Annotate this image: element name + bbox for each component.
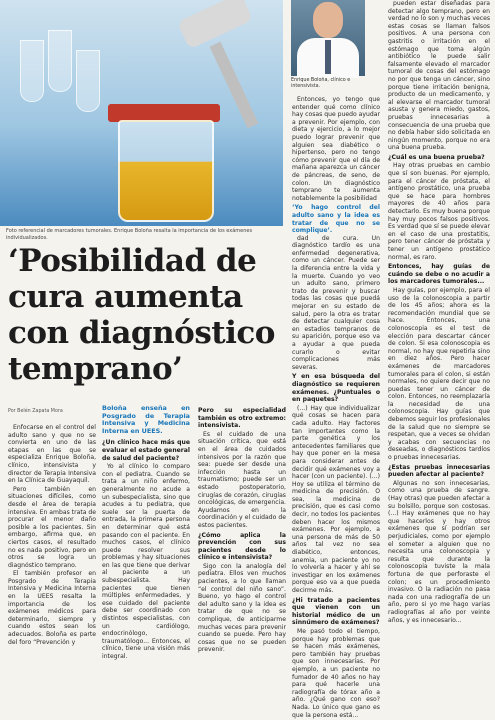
col5-paragraph: Algunas no son innecesarias, como una prueba de sangre. (Hay otras) que pueden afectar a su bolsillo, porque son costosas. (...) Hay exámenes que no hay que hacerlos y hay otros exámenes que sí podrían ser perjudiciales, como por ejemplo el someter a alguien que no necesita una colonoscopia y resulta que durante la colonoscopia tuviste la mala fortuna de que perforaste el colon; es un procedimiento invasivo. O la radiación no pasa nada con una radiografía de un año, pero si yo me hago varias radiografías al año por veinte años, y es innecesario... [388, 479, 490, 624]
column-2-subhead: Boloña enseña en Posgrado de Terapia Intensiva y Medicina Interna en UEES. [102, 404, 190, 435]
col4-paragraph: Me pasó todo el tiempo, porque hay problemas que se hacen más exámenes, pero también hay pruebas que son innecesarias. Por ejemplo, a un paciente no fumador de 40 años no hay para qué hacerle una radiografía de tórax año a año. ¿Qué gano con eso? Nada. Lo único que gano es que la persona está... [292, 627, 380, 719]
test-tube-image [76, 50, 100, 112]
col3-question: Pero su especialidad también es otro extremo: intensivista. [198, 407, 286, 430]
column-5 [388, 0, 490, 625]
col4-paragraph: Entonces, yo tengo que entender qué como clínico hay cosas que puedo ayudar a prevenir. Por ejemplo, con dieta y ejercicio, a lo mejor puedo lograr prevenir que alguien sea diabético o hipertenso, pero no tengo cómo prevenir que el día de mañana aparezca un cáncer de páncreas, de seno, de colon. Un diagnóstico temprano te aumenta notablemente la posibilidad [292, 96, 380, 202]
col3-question: ¿Cómo aplica la prevención con sus pacientes desde lo clínico e intensivista? [198, 531, 286, 562]
col5-paragraph: Hay otras pruebas en cambio que sí son buenas. Por ejemplo, para el cáncer de próstata, el antígeno prostático, una prueba que se hace para hombres mayores de 40 años para detectarlo. Es muy buena porque hay muy pocos falsos positivos. Es verdad que sí se puede elevar en el caso de una prostatitis, pero tener cáncer de próstata y tener un antígeno prostático normal, es raro. [388, 162, 490, 261]
test-tube-image [48, 30, 72, 92]
col3-paragraph: Es el cuidado de una situación crítica, que está en el área de cuidados intensivos por la razón que sea: puede ser desde una infección hasta un traumatismo; puede ser un estado postoperatorio, cirugías de corazón, cirugías oncológicas, de emergencia. Ayudamos en la coordinación y el cuidado de estos pacientes. [198, 430, 286, 529]
headline: ‘Posibilidad de cura aumenta con diagnóstico temprano’ [8, 243, 275, 387]
lab-photo [0, 0, 283, 226]
sample-cup-image [118, 120, 214, 222]
col5-paragraph: pueden estar diseñadas para detectar algo temprano, pero en verdad no lo son y muchas veces estas cosas se llaman falsos positivos. A una persona con gastritis o irritación en el estómago que toma algún antibiótico le puede salir falsamente elevado el marcador tumoral de cosas del estómago no por que tenga un cáncer, sino porque tiene irritación benigna, producto de un medicamento, y al elevarse el marcador tumoral asusta y genera miedo, gastos, pruebas innecesarias a consecuencia de una prueba que no debía haber sido solicitada en ningún momento, porque no era una buena prueba. [388, 0, 490, 152]
col1-paragraph: El también profesor en Posgrado de Terapia Intensiva y Medicina Interna en la UEES resalta la importancia de los exámenes médicos para determinarlo, siempre y cuando estos sean los adecuados. Boloña es parte del foro “Prevención y [8, 570, 96, 646]
column-2 [102, 405, 190, 662]
col3-paragraph: Sigo con la analogía del pediatra. Ellos ven muchos pacientes, a lo que llaman “el control del niño sano”. Bueno, yo hago el control del adulto sano y la idea es tratar de que no se complique, de anticiparme muchas veces para prevenir cuando se puede. Pero hay cosas que no se pueden prevenir. [198, 562, 286, 654]
portrait-head [313, 2, 343, 38]
pipette-image [177, 0, 253, 49]
col4-question: ¿Hi tratado a pacientes que vienen con un historial médico de un sinnúmero de exámenes? [292, 596, 380, 627]
portrait-caption: Enrique Boloña, clínico e intensivista. [291, 78, 351, 89]
col5-question: Entonces, hay guías de cuándo se debe o no acudir a los marcadores tumorales... [388, 263, 490, 286]
col4-pull-quote: ‘Yo hago control del adulto sano y la idea es tratar de que no se complique’. [292, 204, 380, 235]
col4-paragraph: (...) Hay que individualizar qué cosas se hacen para cada adulto. Hay factores tan importantes como la parte genética y los antecedentes familiares que hay que poner en la mesa para considerar antes de decidir qué exámenes voy a hacer (con un paciente). (...) Hoy se utiliza el término de medicina de precisión. O sea, la medicina de precisión, que es casi como decir, no todos los pacientes deben hacer los mismos exámenes. Por ejemplo, a una persona de más de 50 años tal vez no sea diabético, entonces, anemia, un paciente yo no lo volvería a hacer y ahí se investigar en los exámenes porque eso va a que pueda decirme más. [292, 404, 380, 594]
column-3 [198, 405, 286, 655]
col4-question: Y en esa búsqueda del diagnóstico se requieren exámenes. ¿Puntuales o en paquetes? [292, 373, 380, 404]
photo-caption: Foto referencial de marcadores tumorales. Enrique Boloña resalta la importancia de los exámenes individualizados. [6, 228, 253, 241]
col2-question: ¿Un clínico hace más que evaluar el estado general de salud del paciente? [102, 439, 190, 462]
col4-paragraph: dad de cura. Un diagnóstico tardío es una enfermedad degenerativa, como un cáncer. Puede ser la diferencia entre la vida y la muerte. Cuando yo veo un adulto sano, primero trato de prevenir y buscar todas las cosas que puedá mejorar en su estado de salud, pero la otra es tratar de detectar cualquier cosa en estadios tempranos de su aparición, porque eso va a ayudar a que pueda curarlo o evitar complicaciones más severas. [292, 234, 380, 371]
byline: Por Belén Zapata Mora [8, 409, 63, 414]
col5-question: ¿Cuál es una buena prueba? [388, 153, 485, 161]
portrait-tie [325, 40, 331, 74]
column-1 [8, 424, 96, 647]
column-4 [292, 96, 380, 720]
portrait-photo [291, 0, 365, 76]
col1-paragraph: Pero también en situaciones difíciles, como desde el área de terapia intensiva. En ambas trata de procurar el menor daño posible a los pacientes. Sin embargo, afirma que, en ciertos casos, el resultado no es nada positivo, pero en otros se logra un diagnóstico temprano. [8, 485, 96, 569]
col5-question: ¿Estas pruebas innecesarias pueden afectar al paciente? [388, 463, 490, 479]
col1-paragraph: Enfocarse en el control del adulto sano y que no se convierta en uno de las etapas en las que se especializa Enrique Boloña, clínico, intensivista y director de Terapia Intensiva en la Clínica de Guayaquil. [8, 424, 96, 485]
test-tube-image [20, 40, 44, 102]
col2-paragraph: Yo al clínico lo comparo con el pediatra. Cuando se trata a un niño enfermo, generalmente no acude a un subespecialista, sino que acudes a tu pediatra, que suele ser la puerta de entrada, la primera persona en determinar qué está pasando con el paciente. En muchos casos, el clínico puede resolver sus problemas y hay situaciones en las que tiene que derivar al paciente a un subespecialista. Hay pacientes que tienen múltiples enfermedades, y ese cuidado del paciente debe ser coordinado con distintos especialistas, con un cardiólogo, endocrinólogo, traumatólogo... Entonces, el clínico, tiene una visión más integral. [102, 463, 190, 660]
col5-paragraph: Hay guías, por ejemplo, para el uso de la colonoscopia a partir de los 45 años; ahora es la recomendación mundial que se hace. Entonces, una colonoscopia es el test de elección para descartar cáncer de colon. Si esa colonoscopia es normal, no hay que repetirla sino en diez años. Pero hacer exámenes de marcadores tumorales para el colon, si están normales, no quiere decir que no puedas tener un cáncer de colon. Entonces, no reemplazaría la necesidad de una colonoscopia. Hay guías que debemos seguir los profesionales de la salud que no siempre se respetan, que a veces se olvidan y acabas con secuencias no deseadas, o diagnósticos tardíos o pruebas innecesarias. [388, 286, 491, 462]
